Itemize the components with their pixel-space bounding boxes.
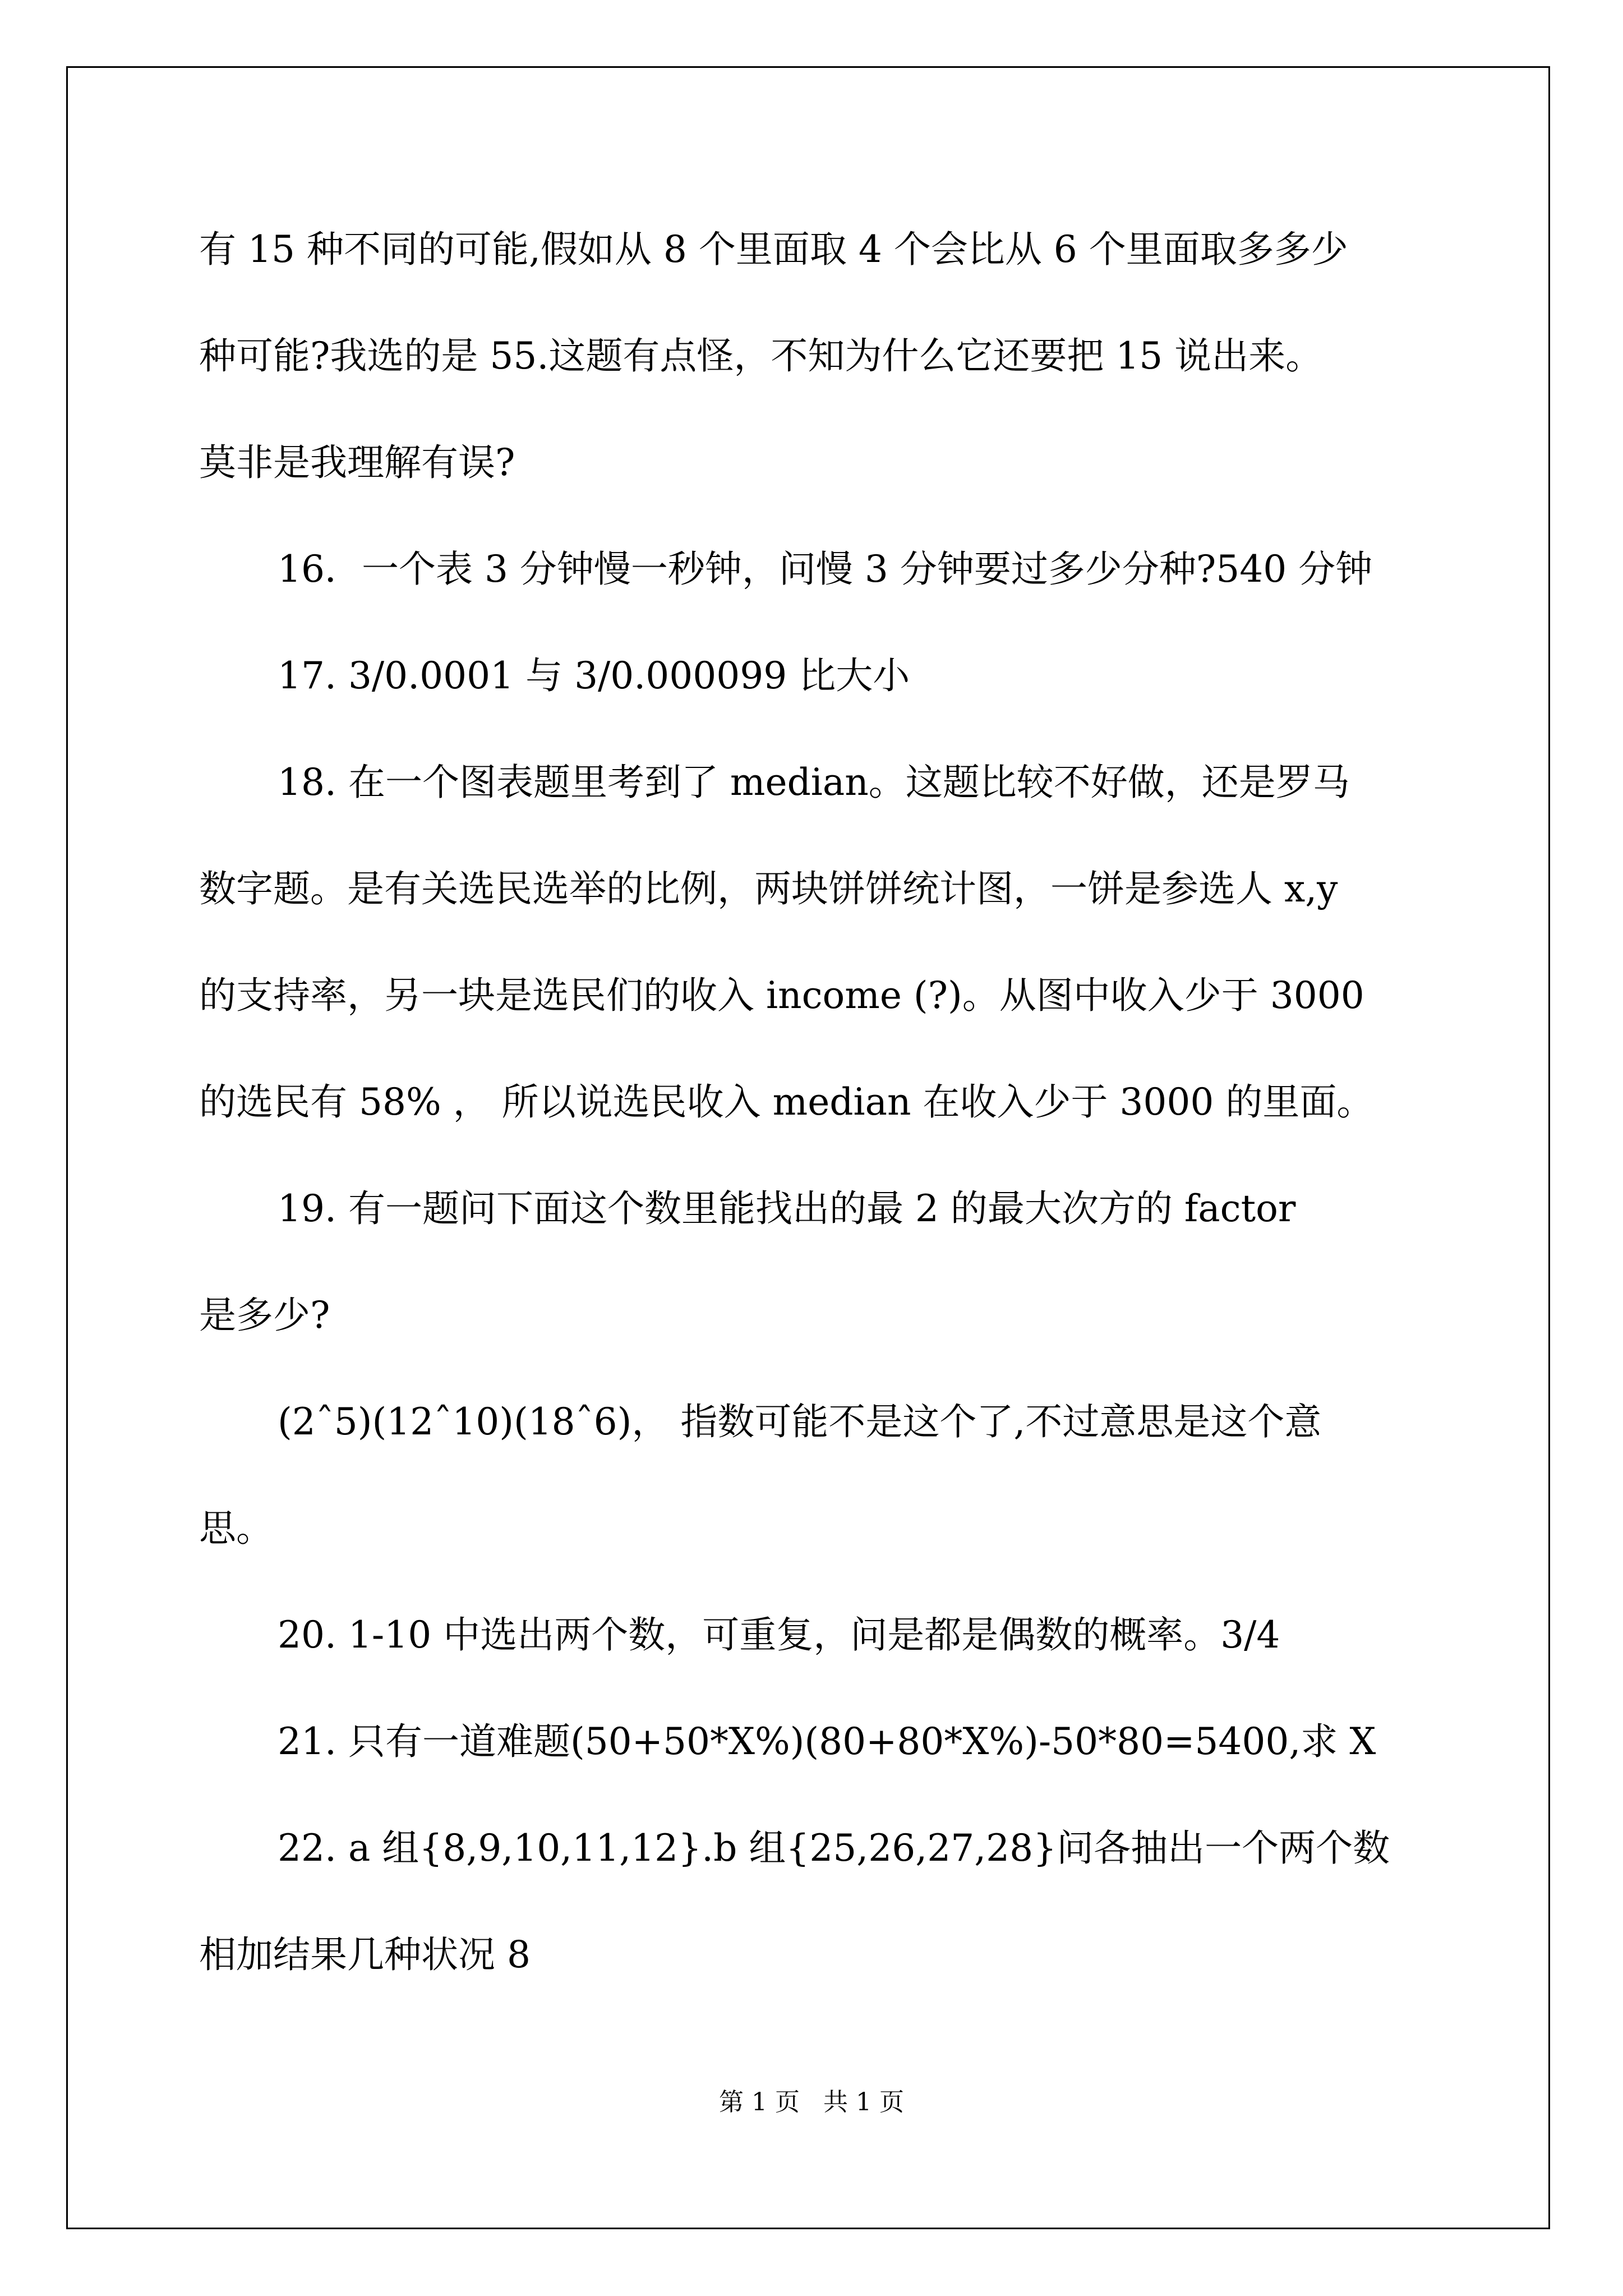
text-line-17: 相加结果几种状况 8 <box>199 1933 531 1976</box>
text-line-9: 的选民有 58% ， 所以说选民收入 median 在收入少于 3000 的里面。 <box>199 1080 1374 1124</box>
text-line-7: 数字题。是有关选民选举的比例，两块饼饼统计图，一饼是参选人 x,y <box>199 867 1338 910</box>
text-line-2: 种可能?我选的是 55.这题有点怪，不知为什么它还要把 15 说出来。 <box>199 334 1323 378</box>
item-19: 19. 有一题问下面这个数里能找出的最 2 的最大次方的 factor <box>278 1187 1296 1230</box>
formula-line: (2ˆ5)(12ˆ10)(18ˆ6)， 指数可能不是这个了,不过意思是这个意 <box>278 1400 1322 1443</box>
item-16: 16．一个表 3 分钟慢一秒钟，问慢 3 分钟要过多少分种?540 分钟 <box>278 547 1373 591</box>
item-18: 18. 在一个图表题里考到了 median。这题比较不好做，还是罗马 <box>278 761 1350 804</box>
text-line-11: 是多少? <box>199 1294 330 1337</box>
page-border <box>66 66 1550 2229</box>
text-line-3: 莫非是我理解有误? <box>199 441 515 484</box>
text-line-8: 的支持率，另一块是选民们的收入 income (?)。从图中收入少于 3000 <box>199 974 1364 1017</box>
text-line-13: 思。 <box>199 1507 273 1550</box>
text-line-1: 有 15 种不同的可能,假如从 8 个里面取 4 个会比从 6 个里面取多多少 <box>199 228 1348 271</box>
item-17: 17. 3/0.0001 与 3/0.000099 比大小 <box>278 654 910 697</box>
page-footer: 第 1 页 共 1 页 <box>719 2088 904 2116</box>
item-20: 20. 1-10 中选出两个数，可重复，问是都是偶数的概率。3/4 <box>278 1613 1280 1657</box>
item-21: 21. 只有一道难题(50+50*X%)(80+80*X%)-50*80=5400,求 X <box>278 1720 1376 1763</box>
item-22: 22. a 组{8,9,10,11,12}.b 组{25,26,27,28}问各抽出一个两个数 <box>278 1826 1390 1870</box>
